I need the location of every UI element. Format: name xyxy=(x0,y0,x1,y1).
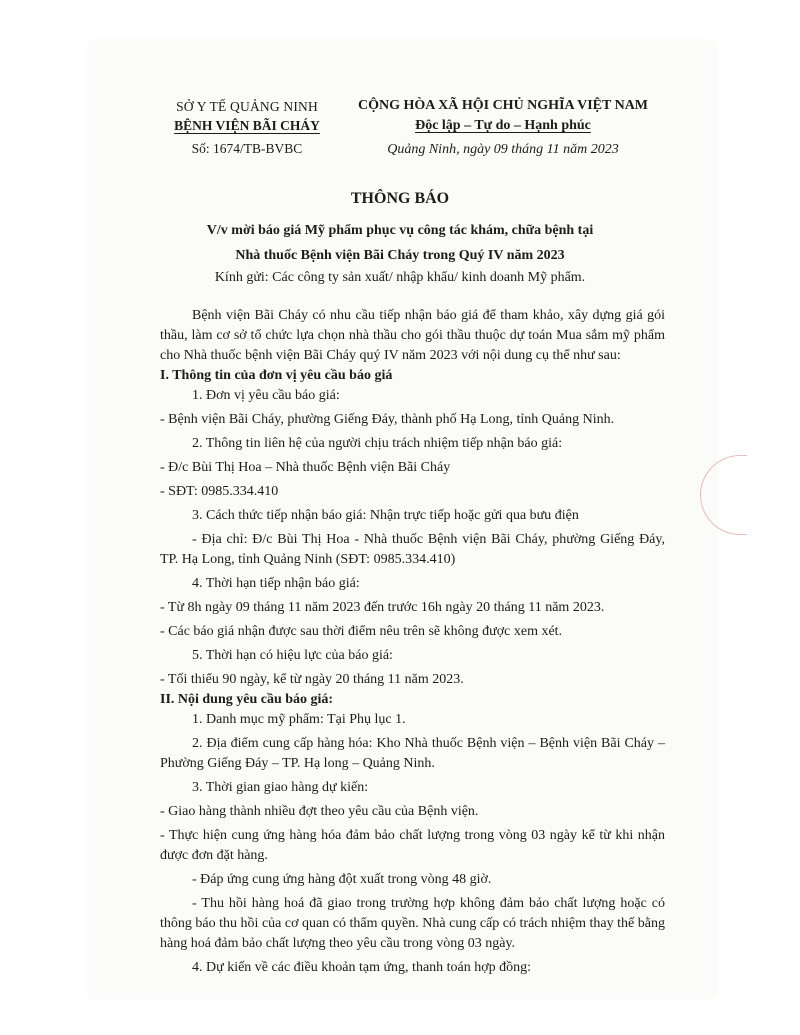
s1-item: 2. Thông tin liên hệ của người chịu trách nhiệm tiếp nhận báo giá: xyxy=(192,436,563,451)
recipient-line: Kính gửi: Các công ty sản xuất/ nhập khẩu/ kinh doanh Mỹ phẩm. xyxy=(214,270,586,285)
s2-item: - Đáp ứng cung ứng hàng đột xuất trong vòng 48 giờ. xyxy=(192,872,492,887)
country-name: CỘNG HÒA XÃ HỘI CHỦ NGHĨA VIỆT NAM xyxy=(358,98,649,113)
s1-item: - Bệnh viện Bãi Cháy, phường Giếng Đáy, thành phố Hạ Long, tỉnh Quảng Ninh. xyxy=(160,412,615,427)
motto: Độc lập – Tự do – Hạnh phúc xyxy=(415,118,591,133)
document-title: THÔNG BÁO xyxy=(350,190,450,207)
issuer-department: SỞ Y TẾ QUẢNG NINH xyxy=(176,99,318,114)
s1-item: 5. Thời hạn có hiệu lực của báo giá: xyxy=(192,648,393,663)
issuer-block xyxy=(172,97,322,158)
section-2-heading: II. Nội dung yêu cầu báo giá: xyxy=(160,692,334,707)
s2-item: 3. Thời gian giao hàng dự kiến: xyxy=(192,780,369,795)
place-date: Quảng Ninh, ngày 09 tháng 11 năm 2023 xyxy=(387,142,619,157)
s1-item: - Địa chỉ: Đ/c Bùi Thị Hoa - Nhà thuốc Bệnh viện Bãi Cháy, phường Giếng Đáy, TP. Hạ Long, tỉnh Quảng Ninh (SĐT: 0985.334.410) xyxy=(160,532,665,567)
s2-item: - Thực hiện cung ứng hàng hóa đảm bảo chất lượng trong vòng 03 ngày kể từ khi nhận được đơn đặt hàng. xyxy=(160,828,665,863)
s1-item: 1. Đơn vị yêu cầu báo giá: xyxy=(192,388,340,403)
s1-item: 3. Cách thức tiếp nhận báo giá: Nhận trực tiếp hoặc gửi qua bưu điện xyxy=(192,508,579,523)
s1-item: - Đ/c Bùi Thị Hoa – Nhà thuốc Bệnh viện Bãi Cháy xyxy=(160,460,451,475)
s2-item: 2. Địa điểm cung cấp hàng hóa: Kho Nhà thuốc Bệnh viện – Bệnh viện Bãi Cháy – Phường Giếng Đáy – TP. Hạ long – Quảng Ninh. xyxy=(160,736,665,771)
document-number: Số: 1674/TB-BVBC xyxy=(191,141,303,156)
s1-item: 4. Thời hạn tiếp nhận báo giá: xyxy=(192,576,360,591)
document-body xyxy=(160,306,665,978)
issuer-hospital: BỆNH VIỆN BÃI CHÁY xyxy=(174,118,320,133)
intro-paragraph: Bệnh viện Bãi Cháy có nhu cầu tiếp nhận báo giá để tham khảo, xây dựng giá gói thầu, làm cơ sở tổ chức lựa chọn nhà thầu cho gói thầu thuộc dự toán Mua sắm mỹ phẩm cho Nhà thuốc bệnh viện Bãi Cháy quý IV năm 2023 với nội dung cụ thể như sau: xyxy=(160,308,665,363)
s2-item: 1. Danh mục mỹ phẩm: Tại Phụ lục 1. xyxy=(192,712,406,727)
subject-line-2: Nhà thuốc Bệnh viện Bãi Cháy trong Quý IV năm 2023 xyxy=(235,248,565,263)
national-motto-block xyxy=(358,96,648,160)
s1-item: - Tối thiểu 90 ngày, kể từ ngày 20 tháng 11 năm 2023. xyxy=(160,672,464,687)
s2-item: - Giao hàng thành nhiều đợt theo yêu cầu của Bệnh viện. xyxy=(160,804,479,819)
s1-item: - Các báo giá nhận được sau thời điểm nêu trên sẽ không được xem xét. xyxy=(160,624,563,639)
s2-item: - Thu hồi hàng hoá đã giao trong trường hợp không đảm bảo chất lượng hoặc có thông báo thu hồi của cơ quan có thẩm quyền. Nhà cung cấp có trách nhiệm thay thế bằng hàng hoá đảm bảo chất lượng theo yêu cầu trong vòng 03 ngày. xyxy=(160,896,665,951)
s1-item: - SĐT: 0985.334.410 xyxy=(160,484,279,499)
s1-item: - Từ 8h ngày 09 tháng 11 năm 2023 đến trước 16h ngày 20 tháng 11 năm 2023. xyxy=(160,600,605,615)
subject-line-1: V/v mời báo giá Mỹ phẩm phục vụ công tác khám, chữa bệnh tại xyxy=(206,223,594,238)
document-subject xyxy=(0,218,800,268)
section-1-heading: I. Thông tin của đơn vị yêu cầu báo giá xyxy=(160,368,393,383)
s2-item: 4. Dự kiến về các điều khoản tạm ứng, thanh toán hợp đồng: xyxy=(192,960,532,975)
